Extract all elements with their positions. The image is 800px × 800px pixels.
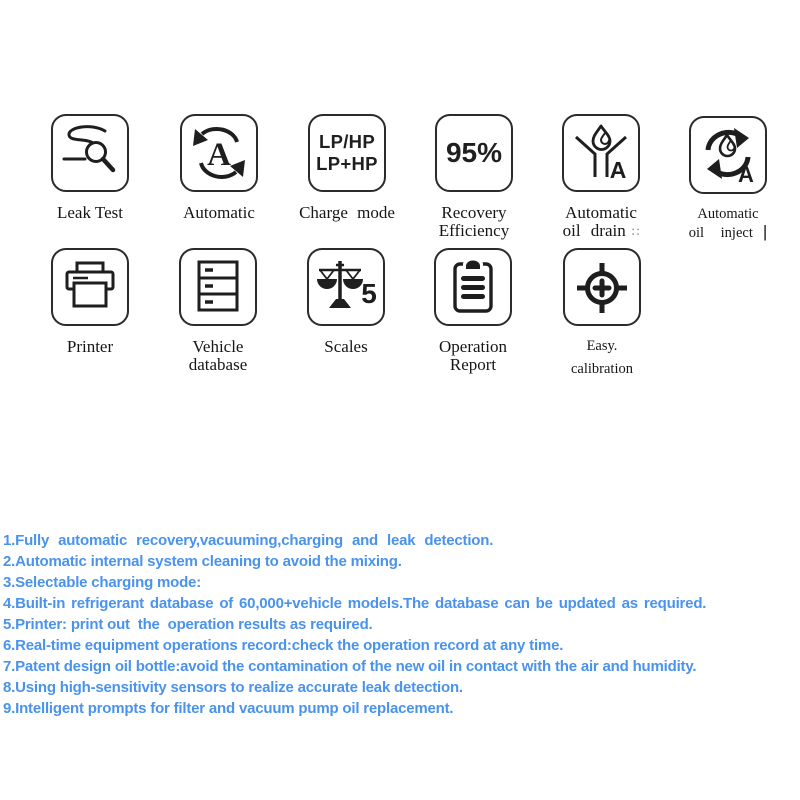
feature-list-item: 5.Printer: print out the operation results as required.: [3, 616, 373, 633]
oil-drain-mark: ∷: [631, 225, 640, 239]
scales-digit: 5: [361, 278, 377, 309]
automatic-letter: A: [207, 137, 231, 173]
feature-printer: [26, 248, 154, 356]
feature-leak-test: [26, 114, 154, 222]
vehicle-database-icon: [179, 248, 257, 326]
easy-calibration-label: Easy. calibration: [570, 338, 633, 377]
charge-mode-icon: [308, 114, 386, 192]
charge-mode-label: Charge mode: [299, 203, 395, 222]
feature-scales: [282, 248, 410, 356]
printer-icon: [51, 248, 129, 326]
oil-inject-mark: |: [762, 222, 768, 241]
recovery-efficiency-badge: 95%: [445, 137, 503, 168]
oil-drain-label: Automatic oil drain ∷: [562, 203, 640, 240]
operation-report-label: Operation Report: [439, 337, 507, 374]
feature-list-item: 3.Selectable charging mode:: [3, 574, 201, 591]
feature-list: [3, 467, 797, 719]
automatic-label: Automatic: [183, 203, 255, 222]
feature-list-item: 4.Built-in refrigerant database of 60,000+vehicle models.The database can be updated as required.: [3, 595, 707, 612]
recovery-efficiency-label: Recovery Efficiency: [438, 203, 510, 240]
feature-charge-mode: [283, 114, 411, 222]
feature-list-item: 2.Automatic internal system cleaning to avoid the mixing.: [3, 553, 402, 570]
feature-list-item: 9.Intelligent prompts for filter and vacuum pump oil replacement.: [3, 700, 454, 717]
feature-automatic: [155, 114, 283, 222]
oil-inject-icon: [689, 116, 767, 194]
feature-oil-inject: [664, 116, 792, 242]
feature-recovery-efficiency: [410, 114, 538, 240]
feature-list-item: 7.Patent design oil bottle:avoid the contamination of the new oil in contact with the air and humidity.: [3, 658, 697, 675]
easy-calibration-icon: [563, 248, 641, 326]
leak-test-icon: [51, 114, 129, 192]
automatic-icon: [180, 114, 258, 192]
printer-label: Printer: [66, 337, 114, 356]
scales-icon: [307, 248, 385, 326]
feature-oil-drain: [537, 114, 665, 241]
scales-label: Scales: [324, 337, 368, 356]
recovery-efficiency-icon: [435, 114, 513, 192]
feature-operation-report: [409, 248, 537, 374]
operation-report-icon: [434, 248, 512, 326]
oil-drain-icon: [562, 114, 640, 192]
feature-vehicle-database: [154, 248, 282, 374]
feature-list-item: 6.Real-time equipment operations record:check the operation record at any time.: [3, 637, 564, 654]
oil-inject-letter: A: [738, 162, 754, 187]
oil-inject-label: Automatic oil inject |: [688, 206, 768, 241]
leak-test-label: Leak Test: [57, 203, 123, 222]
feature-list-item: 1.Fully automatic recovery,vacuuming,charging and leak detection.: [3, 532, 494, 549]
feature-easy-calibration: [538, 248, 666, 378]
charge-mode-badge: LP/HP LP+HP: [316, 131, 378, 174]
vehicle-database-label: Vehicle database: [188, 337, 248, 374]
oil-drain-letter: A: [609, 157, 627, 183]
feature-list-item: 8.Using high-sensitivity sensors to realize accurate leak detection.: [3, 679, 463, 696]
